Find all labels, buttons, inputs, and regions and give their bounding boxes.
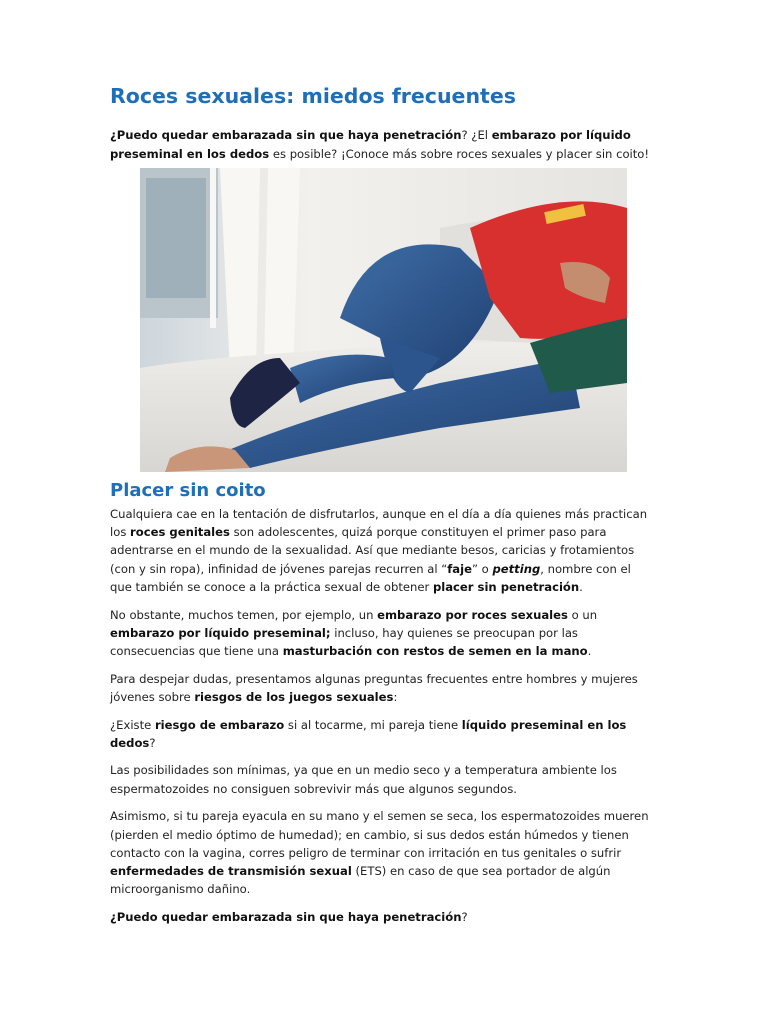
- paragraph: [110, 670, 655, 706]
- text: ?: [461, 909, 468, 924]
- text: son adolescentes, quizá porque constituyen el primer paso para adentrarse en el mundo de la sexualidad. Así que mediante besos, caricias y frotamientos (con y sin ropa), infinidad de jóvenes parejas recurren al “: [110, 525, 635, 576]
- bold-text: enfermedades de transmisión sexual: [110, 863, 352, 878]
- bold-text: faje: [447, 561, 472, 576]
- intro-question: ¿Puedo quedar embarazada sin que haya penetración: [110, 128, 462, 142]
- paragraph: [110, 606, 655, 661]
- bold-text: embarazo por líquido preseminal;: [110, 625, 331, 640]
- text: si al tocarme, mi pareja tiene: [284, 717, 462, 732]
- section-heading: Placer sin coito: [110, 480, 266, 501]
- paragraph: [110, 807, 655, 898]
- paragraph: Las posibilidades son mínimas, ya que en un medio seco y a temperatura ambiente los espermatozoides no consiguen sobrevivir más que algunos segundos.: [110, 763, 617, 796]
- intro-text-end: es posible? ¡Conoce más sobre roces sexuales y placer sin coito!: [269, 146, 650, 161]
- text: Cualquiera cae en la tentación de disfrutarlos, aunque en el día a día quienes más practican los: [110, 507, 648, 540]
- text: o un: [567, 607, 598, 622]
- bold-text: ¿Puedo quedar embarazada sin que haya penetración: [110, 909, 462, 924]
- intro-paragraph: [110, 126, 655, 163]
- article-body: [110, 505, 655, 936]
- bold-italic-text: petting: [492, 561, 541, 576]
- paragraph: [110, 505, 655, 596]
- text: (ETS) en caso de que sea portador de algún microorganismo dañino.: [110, 863, 611, 897]
- text: Asimismo, si tu pareja eyacula en su mano y el semen se seca, los espermatozoides mueren (pierden el medio óptimo de humedad); en cambio, si sus dedos están húmedos y tienen contacto con la vagina, corres peligro de terminar con irritación en tus genitales o sufrir: [110, 809, 649, 860]
- question: [110, 908, 655, 926]
- text: ” o: [471, 561, 493, 576]
- text: incluso, hay quienes se preocupan por las consecuencias que tiene una: [110, 625, 578, 658]
- text: No obstante, muchos temen, por ejemplo, un: [110, 607, 378, 622]
- bold-text: roces genitales: [130, 525, 230, 540]
- text: .: [579, 579, 583, 594]
- question: [110, 716, 655, 752]
- bold-text: líquido preseminal en los dedos: [110, 717, 627, 750]
- bold-text: placer sin penetración: [432, 579, 580, 594]
- bold-text: masturbación con restos de semen en la mano: [282, 643, 588, 658]
- intro-text: ? ¿El: [461, 128, 492, 142]
- text: ?: [149, 735, 156, 750]
- text: :: [393, 689, 398, 704]
- text: Para despejar dudas, presentamos algunas preguntas frecuentes entre hombres y mujeres jóvenes sobre: [110, 671, 638, 704]
- article-photo: [140, 168, 627, 472]
- intro-bold: embarazo por líquido preseminal en los dedos: [110, 128, 631, 161]
- text: ¿Existe: [110, 717, 155, 732]
- bold-text: riesgos de los juegos sexuales: [194, 689, 394, 704]
- text: , nombre con el que también se conoce a la práctica sexual de obtener: [110, 561, 631, 594]
- bold-text: riesgo de embarazo: [154, 717, 285, 732]
- page-title: Roces sexuales: miedos frecuentes: [110, 84, 516, 108]
- bold-text: embarazo por roces sexuales: [377, 607, 568, 622]
- text: .: [587, 643, 592, 658]
